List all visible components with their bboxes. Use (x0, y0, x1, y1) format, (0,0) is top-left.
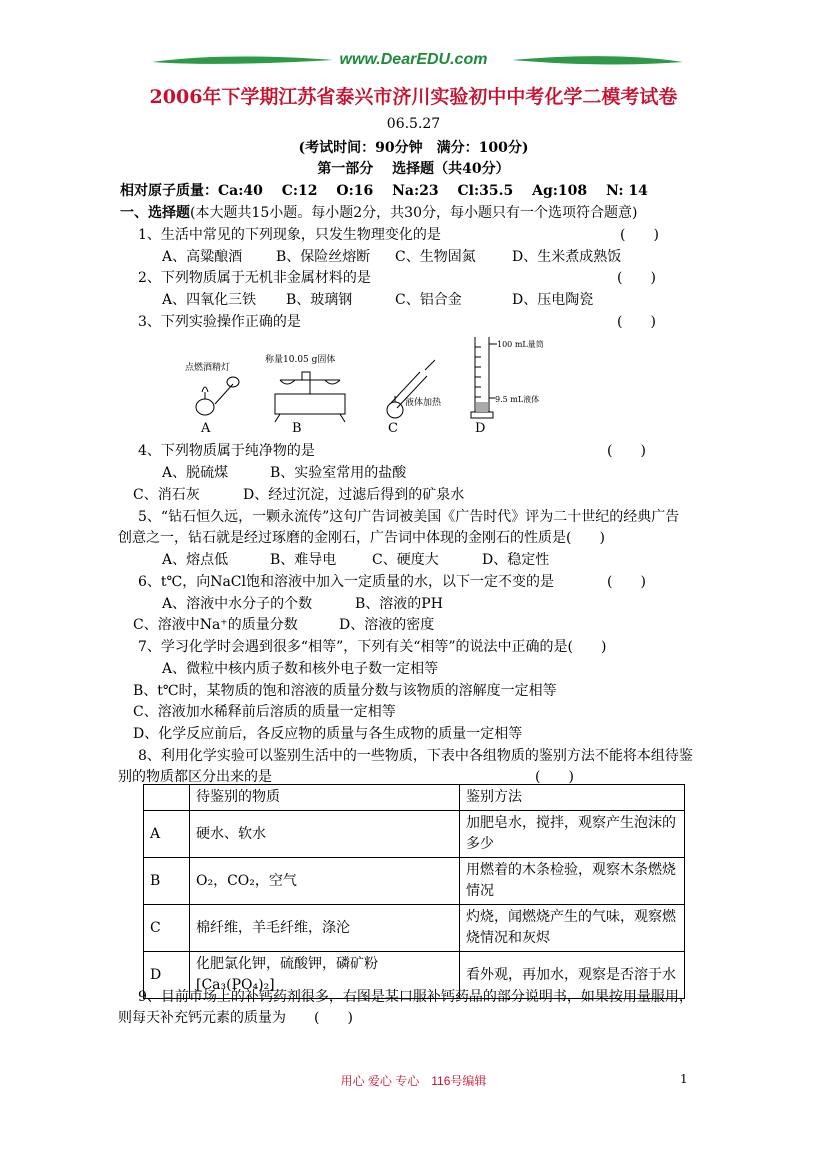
table-cell: 棉纤维，羊毛纤维，涤沦 (190, 905, 460, 952)
q1-option-b: B、保险丝熔断 (276, 249, 371, 265)
section-note: (本大题共15小题。每小题2分，共30分，每小题只有一个选项符合题意) (190, 205, 638, 221)
fig-text-d2: 9.5 mL液体 (495, 395, 540, 404)
q8-table (143, 784, 685, 999)
table-cell: 硬水、软水 (190, 811, 460, 858)
q1-option-a: A、高粱酿酒 (162, 249, 243, 265)
q8-answer-paren: ( ) (535, 769, 574, 785)
table-cell: 加肥皂水，搅拌，观察产生泡沫的多少 (460, 811, 685, 858)
balance-figure (265, 353, 345, 422)
q2-answer-paren: ( ) (617, 270, 656, 286)
q3-label-a: A (201, 421, 211, 436)
table-header-cell: 待鉴别的物质 (190, 785, 460, 811)
fig-text-b: 称量10.05 g固体 (265, 355, 336, 365)
q4-stem: 4、下列物质属于纯净物的是 (138, 443, 315, 459)
footer-text: 用心 爱心 专心 116号编辑 (340, 1074, 487, 1088)
q6-option-c: C、溶液中Na⁺的质量分数 (133, 617, 298, 633)
table-cell: 化肥氯化钾，硫酸钾，磷矿粉[Ca₃(PO₄)₂] (190, 952, 460, 999)
q2-option-c: C、铝合金 (395, 292, 462, 308)
part-heading: 第一部分 选择题（共40分） (317, 161, 510, 177)
q2-option-b: B、玻璃钢 (286, 292, 353, 308)
q7-stem: 7、学习化学时会遇到很多“相等”，下列有关“相等”的说法中正确的是( ) (138, 639, 607, 655)
q3-answer-paren: ( ) (617, 314, 656, 330)
q6-option-a: A、溶液中水分子的个数 (162, 596, 313, 612)
fig-text-c: 液体加热 (405, 398, 442, 408)
table-cell: A (144, 811, 190, 858)
q1-stem: 1、生活中常见的下列现象，只发生物理变化的是 (138, 227, 441, 243)
q5-option-c: C、硬度大 (372, 552, 439, 568)
q7-option-a: A、微粒中核内质子数和核外电子数一定相等 (162, 661, 439, 677)
section-heading: 一、选择题 (120, 205, 190, 221)
table-cell: B (144, 858, 190, 905)
section-heading-line (120, 202, 637, 222)
q3-label-b: B (292, 421, 302, 436)
exam-date: 06.5.27 (386, 116, 441, 132)
table-header-cell (144, 785, 190, 811)
q8-line2: 别的物质都区分出来的是 (118, 769, 272, 785)
heating-figure (387, 360, 442, 418)
table-cell: 看外观，再加水，观察是否溶于水 (460, 952, 685, 999)
q3-label-d: D (475, 421, 486, 436)
q1-option-c: C、生物固氮 (395, 249, 476, 265)
q4-option-a: A、脱硫煤 (162, 465, 229, 481)
q5-option-b: B、难导电 (270, 552, 337, 568)
q5-line2: 创意之一，钻石就是经过琢磨的金刚石，广告词中体现的金刚石的性质是( ) (118, 530, 605, 546)
site-banner: www.DearEDU.com (339, 51, 488, 68)
fig-text-d1: 100 mL量筒 (497, 340, 544, 349)
q1-answer-paren: ( ) (620, 227, 659, 243)
q2-stem: 2、下列物质属于无机非金属材料的是 (138, 270, 371, 286)
q3-stem: 3、下列实验操作正确的是 (138, 314, 301, 330)
atomic-mass-line: 相对原子质量：Ca:40 C:12 O:16 Na:23 Cl:35.5 Ag:108 N: 14 (120, 183, 648, 199)
q4-option-c: C、消石灰 (133, 487, 200, 503)
q3-figure (185, 332, 544, 434)
page-number: 1 (680, 1072, 688, 1086)
q5-option-a: A、熔点低 (162, 552, 229, 568)
q3-label-c: C (388, 421, 398, 436)
q6-option-d: D、溶液的密度 (339, 617, 435, 633)
table-cell: C (144, 905, 190, 952)
cylinder-figure (471, 337, 544, 418)
exam-info: (考试时间：90分钟 满分：100分) (298, 140, 529, 156)
q7-option-c: C、溶液加水稀释前后溶质的质量一定相等 (133, 704, 396, 720)
table-cell: D (144, 952, 190, 999)
q8-line1: 8、利用化学实验可以鉴别生活中的一些物质，下表中各组物质的鉴别方法不能将本组待鉴 (138, 748, 693, 764)
q2-option-a: A、四氧化三铁 (162, 292, 257, 308)
alcohol-lamp-figure (185, 361, 239, 415)
q1-option-d: D、生米煮成熟饭 (512, 249, 622, 265)
q6-stem: 6、t℃，向NaCl饱和溶液中加入一定质量的水，以下一定不变的是 (138, 574, 554, 590)
q2-option-d: D、压电陶瓷 (512, 292, 594, 308)
table-cell: 用燃着的木条检验，观察木条燃烧情况 (460, 858, 685, 905)
table-header-row (144, 785, 685, 811)
q5-option-d: D、稳定性 (482, 552, 550, 568)
q7-option-d: D、化学反应前后，各反应物的质量与各生成物的质量一定相等 (133, 726, 523, 742)
q4-option-b: B、实验室常用的盐酸 (270, 465, 407, 481)
table-row (144, 858, 685, 905)
table-header-cell: 鉴别方法 (460, 785, 685, 811)
q7-option-b: B、t℃时，某物质的饱和溶液的质量分数与该物质的溶解度一定相等 (133, 683, 557, 699)
q4-answer-paren: ( ) (607, 443, 646, 459)
table-cell: 灼烧，闻燃烧产生的气味，观察燃烧情况和灰烬 (460, 905, 685, 952)
q4-option-d: D、经过沉淀，过滤后得到的矿泉水 (243, 487, 465, 503)
q5-line1: 5、“钻石恒久远，一颗永流传”这句广告词被美国《广告时代》评为二十世纪的经典广告 (138, 509, 680, 525)
exam-title: 2006年下学期江苏省泰兴市济川实验初中中考化学二模考试卷 (149, 86, 678, 108)
fig-text-a: 点燃酒精灯 (185, 363, 231, 373)
q6-answer-paren: ( ) (607, 574, 646, 590)
table-row (144, 905, 685, 952)
table-cell: O₂，CO₂，空气 (190, 858, 460, 905)
q9-line2: 则每天补充钙元素的质量为 ( ) (118, 1010, 353, 1026)
q6-option-b: B、溶液的PH (355, 596, 443, 612)
table-row (144, 811, 685, 858)
q9-line1: 9、目前市场上的补钙药剂很多，右图是某口服补钙药品的部分说明书，如果按用量服用， (138, 989, 693, 1005)
